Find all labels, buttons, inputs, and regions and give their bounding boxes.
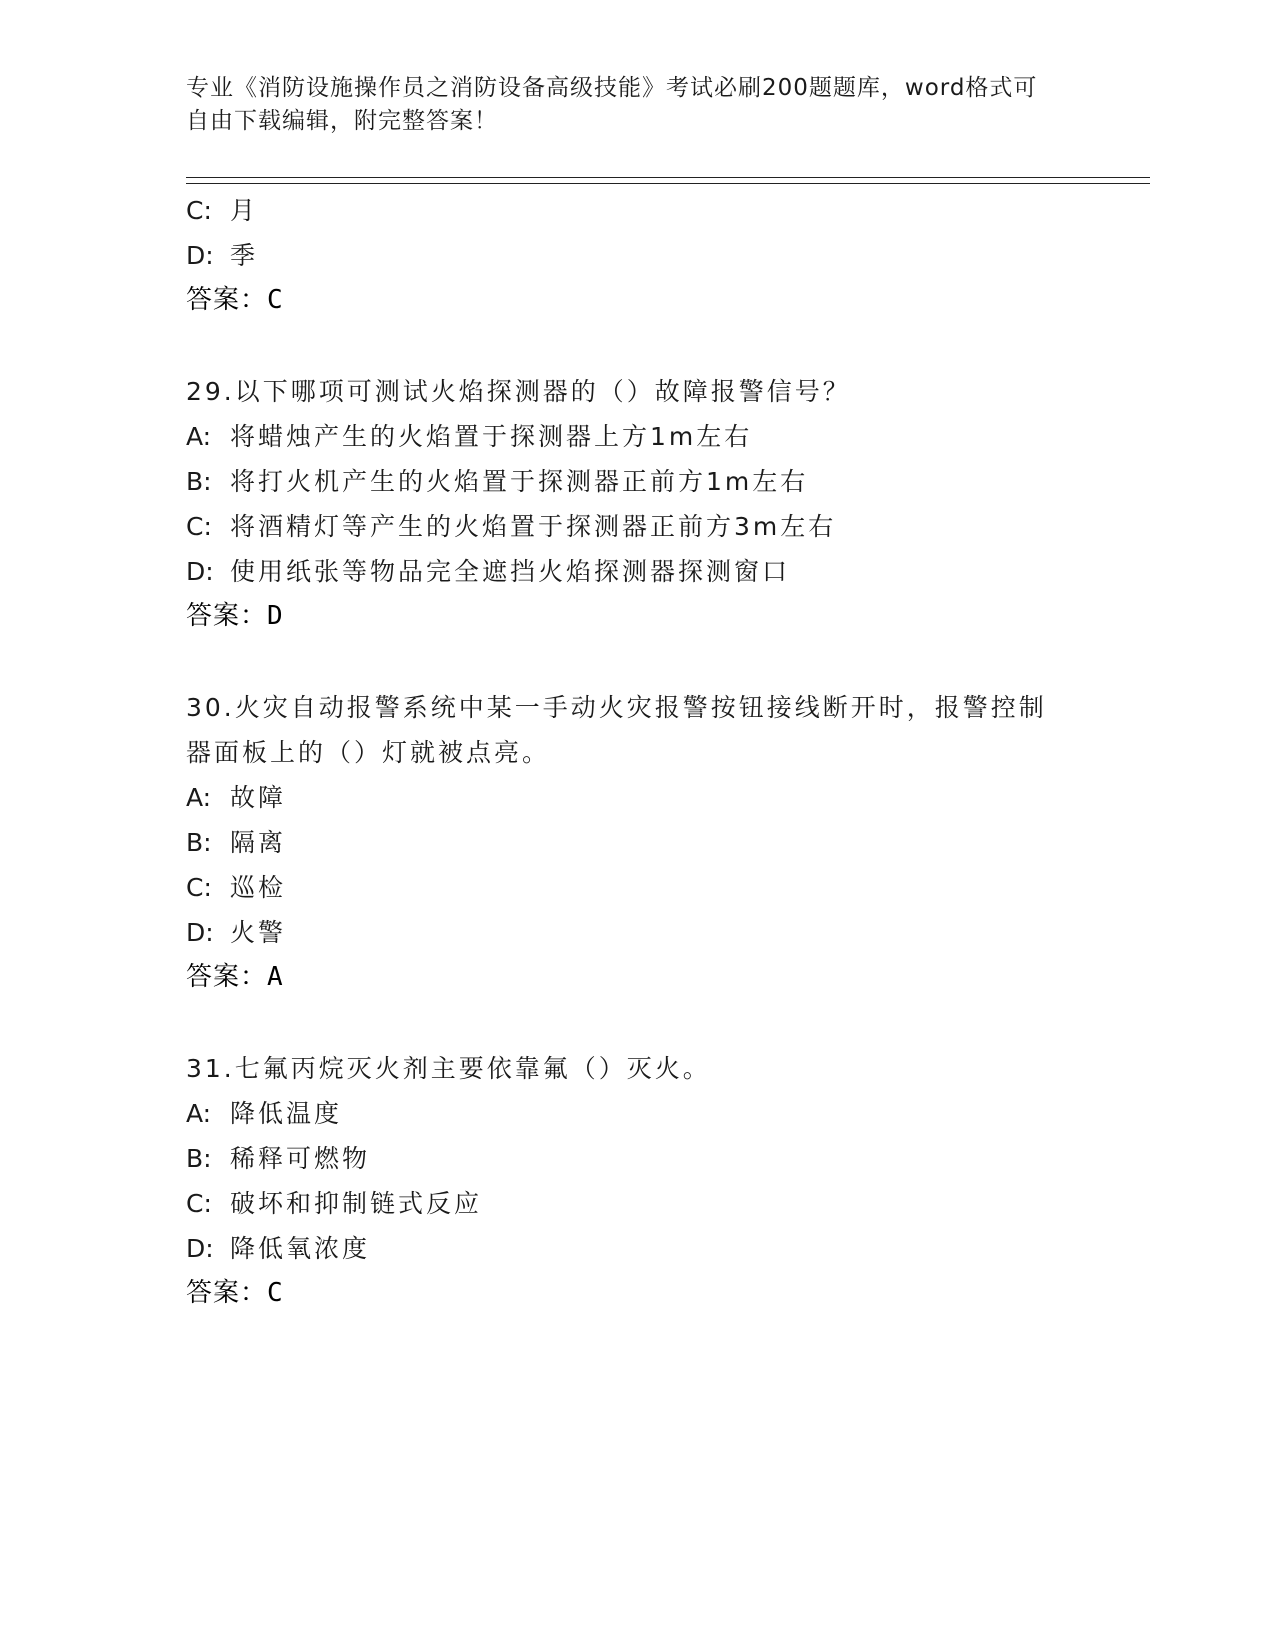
question-stem-line-1: 30.火灾自动报警系统中某一手动火灾报警按钮接线断开时，报警控制: [186, 693, 1047, 722]
question-31: [186, 1046, 1106, 1316]
question-list: [186, 188, 1106, 1316]
option-key: D:: [186, 241, 214, 270]
answer-line: [186, 594, 1106, 639]
header-line-1: 专业《消防设施操作员之消防设备高级技能》考试必刷200题题库，word格式可: [186, 75, 1038, 101]
option-text: 稀释可燃物: [230, 1144, 371, 1173]
answer-label: 答案：: [186, 1278, 268, 1308]
option-c: [186, 504, 1106, 549]
option-key: C:: [186, 196, 212, 225]
option-text: 火警: [230, 918, 287, 947]
option-text: 使用纸张等物品完全遮挡火焰探测器探测窗口: [230, 557, 791, 586]
spacer: [186, 639, 1106, 685]
option-key: B:: [186, 1144, 212, 1173]
option-c: [186, 1181, 1106, 1226]
option-text: 降低氧浓度: [230, 1234, 371, 1263]
header-divider-bottom: [186, 183, 1150, 184]
option-a: [186, 1091, 1106, 1136]
option-text: 季: [230, 241, 259, 270]
answer-line: [186, 278, 1106, 323]
option-a: [186, 414, 1106, 459]
option-a: [186, 775, 1106, 820]
option-key: A:: [186, 422, 212, 451]
option-key: A:: [186, 1099, 212, 1128]
option-text: 隔离: [230, 828, 287, 857]
option-d: [186, 549, 1106, 594]
option-b: [186, 459, 1106, 504]
option-text: 故障: [230, 783, 287, 812]
answer-value: C: [267, 285, 284, 315]
question-stem: 31.七氟丙烷灭火剂主要依靠氟（）灭火。: [186, 1054, 711, 1083]
question-29: [186, 369, 1106, 639]
answer-line: [186, 1271, 1106, 1316]
option-key: D:: [186, 1234, 214, 1263]
prev-question-block: [186, 188, 1106, 323]
option-key: D:: [186, 557, 214, 586]
option-b: [186, 820, 1106, 865]
document-header: [186, 72, 1086, 138]
question-stem: 29.以下哪项可测试火焰探测器的（）故障报警信号？: [186, 377, 851, 406]
option-text: 降低温度: [230, 1099, 343, 1128]
option-text: 破坏和抑制链式反应: [230, 1189, 483, 1218]
option-key: B:: [186, 467, 212, 496]
question-30: [186, 685, 1106, 1000]
option-b: [186, 1136, 1106, 1181]
option-key: C:: [186, 873, 212, 902]
spacer: [186, 1000, 1106, 1046]
spacer: [186, 323, 1106, 369]
option-key: C:: [186, 1189, 212, 1218]
option-key: B:: [186, 828, 212, 857]
answer-label: 答案：: [186, 962, 268, 992]
header-divider-top: [186, 177, 1150, 178]
option-d: [186, 233, 1106, 278]
option-text: 将蜡烛产生的火焰置于探测器上方1m左右: [230, 422, 753, 451]
answer-value: C: [267, 1278, 284, 1308]
option-d: [186, 1226, 1106, 1271]
answer-value: A: [267, 962, 284, 992]
option-text: 巡检: [230, 873, 287, 902]
option-key: A:: [186, 783, 212, 812]
answer-value: D: [267, 601, 284, 631]
option-key: C:: [186, 512, 212, 541]
question-stem-line-2: 器面板上的（）灯就被点亮。: [186, 738, 551, 767]
option-c: [186, 865, 1106, 910]
option-key: D:: [186, 918, 214, 947]
option-text: 将打火机产生的火焰置于探测器正前方1m左右: [230, 467, 809, 496]
answer-label: 答案：: [186, 601, 268, 631]
option-text: 将酒精灯等产生的火焰置于探测器正前方3m左右: [230, 512, 837, 541]
option-text: 月: [230, 196, 259, 225]
answer-label: 答案：: [186, 285, 268, 315]
option-d: [186, 910, 1106, 955]
option-c: [186, 188, 1106, 233]
answer-line: [186, 955, 1106, 1000]
header-line-2: 自由下载编辑，附完整答案！: [186, 108, 498, 134]
